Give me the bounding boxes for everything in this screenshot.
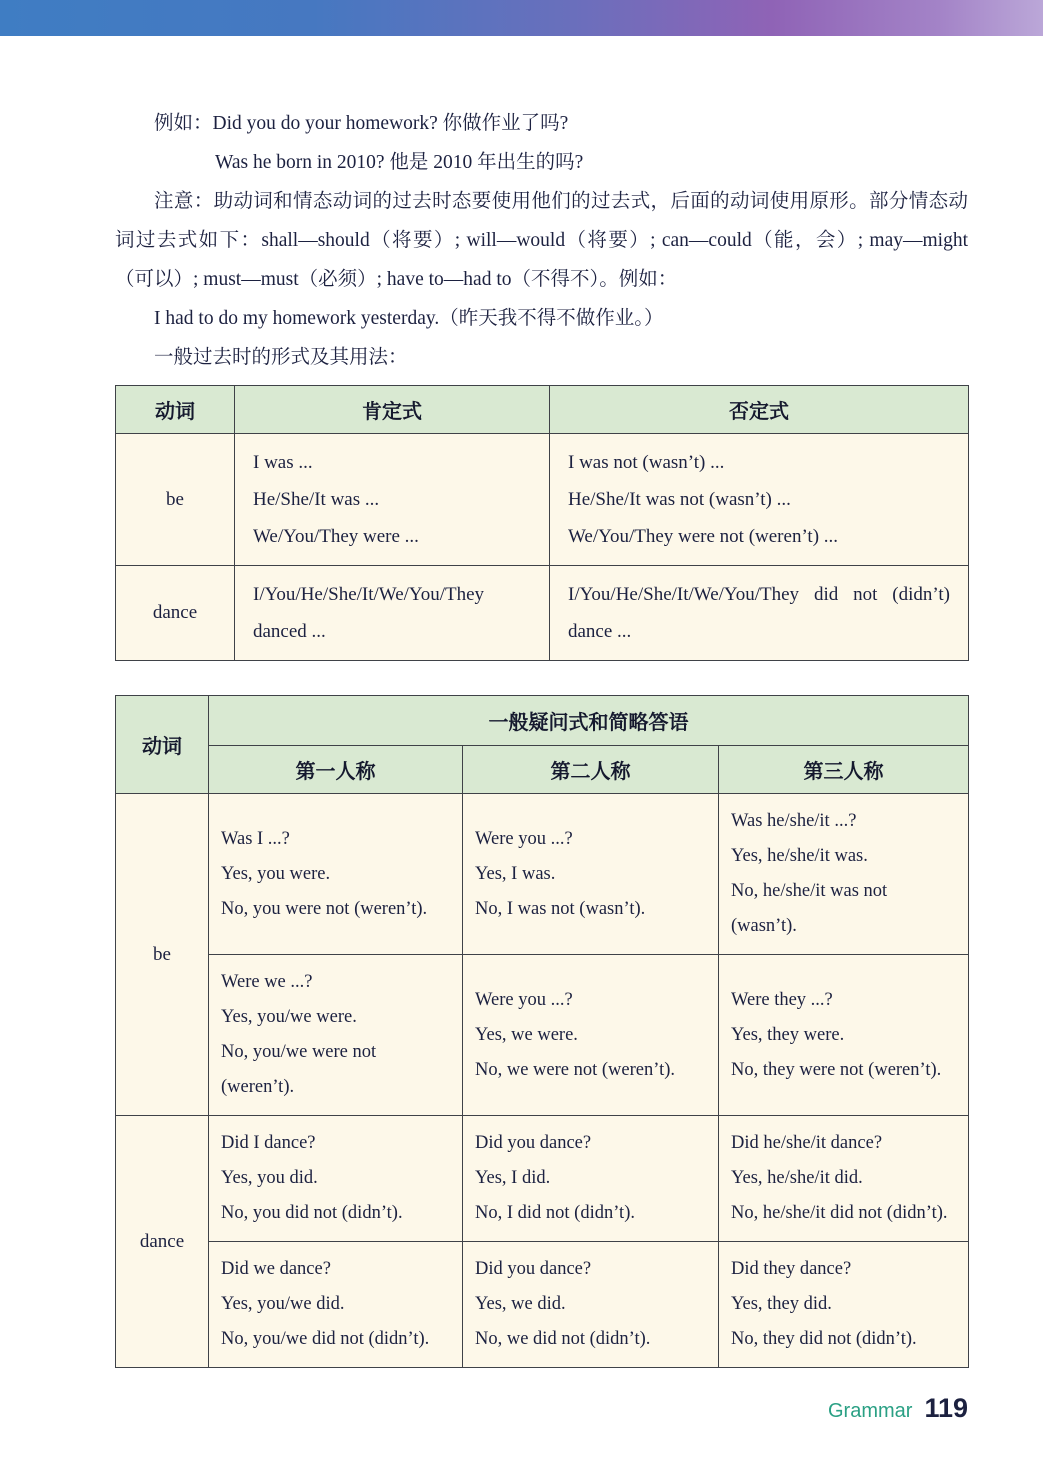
- table-row-dance-plural: [116, 1242, 969, 1368]
- dance-first-person-plural-cell: Did we dance? Yes, you/we did. No, you/we did not (didn’t).: [209, 1242, 463, 1368]
- questions-answers-table: [115, 695, 969, 1368]
- negative-cell-dance: I/You/He/She/It/We/You/They did not (didn’t) dance ...: [550, 566, 969, 661]
- negative-cell-be: I was not (wasn’t) ... He/She/It was not (wasn’t) ... We/You/They were not (weren’t) ...: [550, 434, 969, 566]
- be-third-person-plural-cell: Were they ...? Yes, they were. No, they were not (weren’t).: [719, 955, 969, 1116]
- dance-second-person-singular-cell: Did you dance? Yes, I did. No, I did not (didn’t).: [463, 1116, 719, 1242]
- table2-header-first-person: 第一人称: [209, 746, 463, 794]
- footer-page-number: 119: [924, 1393, 968, 1423]
- be-second-person-plural-cell: Were you ...? Yes, we were. No, we were not (weren’t).: [463, 955, 719, 1116]
- affirmative-cell-be: I was ... He/She/It was ... We/You/They were ...: [235, 434, 550, 566]
- dance-third-person-plural-cell: Did they dance? Yes, they did. No, they did not (didn’t).: [719, 1242, 969, 1368]
- table-row-dance: [116, 566, 969, 661]
- verb-cell-be: be: [116, 794, 209, 1116]
- past-tense-forms-table: [115, 385, 969, 661]
- table1-header-negative: 否定式: [550, 386, 969, 434]
- example-sentence-1: 例如：Did you do your homework? 你做作业了吗?: [154, 113, 569, 134]
- dance-first-person-singular-cell: Did I dance? Yes, you did. No, you did not (didn’t).: [209, 1116, 463, 1242]
- affirmative-cell-dance: I/You/He/She/It/We/You/They danced ...: [235, 566, 550, 661]
- verb-cell-be: be: [116, 434, 235, 566]
- dance-third-person-singular-cell: Did he/she/it dance? Yes, he/she/it did. No, he/she/it did not (didn’t).: [719, 1116, 969, 1242]
- table2-header-main: 一般疑问式和简略答语: [209, 696, 969, 746]
- be-first-person-plural-cell: Were we ...? Yes, you/we were. No, you/we were not (weren’t).: [209, 955, 463, 1116]
- table2-header-verb: 动词: [116, 696, 209, 794]
- table-row-dance-singular: [116, 1116, 969, 1242]
- table1-header-affirmative: 肯定式: [235, 386, 550, 434]
- table-row-be-singular: [116, 794, 969, 955]
- example-sentence-3: I had to do my homework yesterday.（昨天我不得不做作业。）: [154, 308, 664, 329]
- table-row-be-plural: [116, 955, 969, 1116]
- table1-header-row: [116, 386, 969, 434]
- table1-header-verb: 动词: [116, 386, 235, 434]
- verb-cell-dance: dance: [116, 566, 235, 661]
- example-sentence-2: Was he born in 2010? 他是 2010 年出生的吗?: [215, 152, 584, 173]
- dance-second-person-plural-cell: Did you dance? Yes, we did. No, we did not (didn’t).: [463, 1242, 719, 1368]
- be-second-person-singular-cell: Were you ...? Yes, I was. No, I was not (wasn’t).: [463, 794, 719, 955]
- table2-header-row-persons: [116, 746, 969, 794]
- table2-header-second-person: 第二人称: [463, 746, 719, 794]
- note-paragraph: 注意：助动词和情态动词的过去时态要使用他们的过去式，后面的动词使用原形。部分情态动词过去式如下：shall—should（将要）; will—would（将要）; can—could（能，会）; may—might（可以）; must—must（必须）; have to—had to（不得不）。例如：: [115, 191, 968, 290]
- page-footer: [828, 1393, 968, 1424]
- page-content: [115, 104, 968, 1368]
- verb-cell-dance: dance: [116, 1116, 209, 1368]
- table2-header-row-main: [116, 696, 969, 746]
- table-row-be: [116, 434, 969, 566]
- header-gradient-bar: [0, 0, 1043, 36]
- table2-header-third-person: 第三人称: [719, 746, 969, 794]
- be-first-person-singular-cell: Was I ...? Yes, you were. No, you were not (weren’t).: [209, 794, 463, 955]
- be-third-person-singular-cell: Was he/she/it ...? Yes, he/she/it was. No, he/she/it was not (wasn’t).: [719, 794, 969, 955]
- footer-section-label: Grammar: [827, 1400, 913, 1422]
- table-intro-line: 一般过去时的形式及其用法：: [154, 347, 408, 368]
